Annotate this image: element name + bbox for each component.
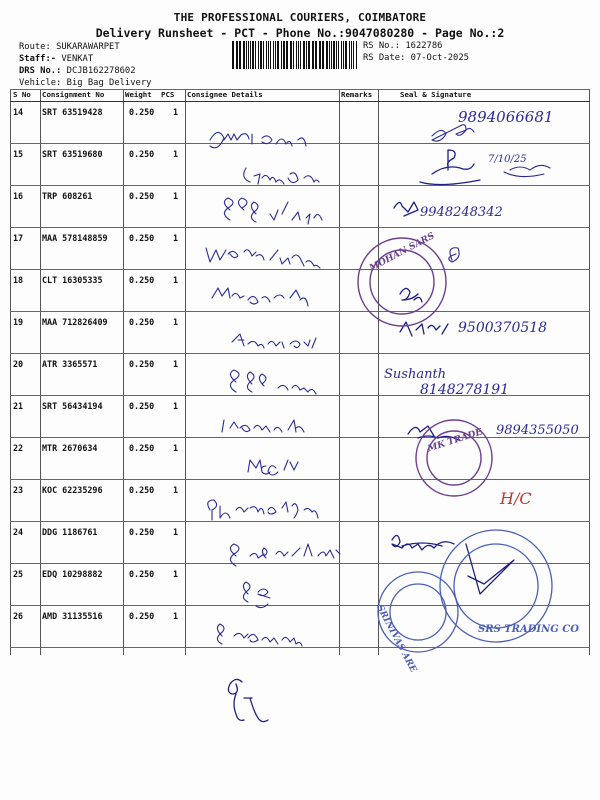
col-header-seal: Seal & Signature [400,90,472,99]
rs-no-value: 1622786 [405,41,443,51]
barcode-bar [291,41,292,69]
rs-date-line [363,53,469,63]
cell-sno: 23 [13,485,24,495]
barcode-bar [275,41,277,69]
cell-sno: 17 [13,233,24,243]
cell-sno: 19 [13,317,24,327]
barcode-bar [277,41,279,69]
cell-sno: 20 [13,359,24,369]
cell-consignment: SRT 56434194 [42,401,103,411]
cell-sno: 18 [13,275,24,285]
staff-value: VENKAT [61,54,94,64]
column-rule [185,89,186,655]
row-rule [10,395,590,396]
staff-label: Staff:- [19,54,57,64]
remark-23: H/C [500,489,532,508]
cell-consignment: ATR 3365571 [42,359,98,369]
row-rule [10,227,590,228]
barcode-bar [341,41,343,69]
cell-weight: 0.250 [129,569,155,579]
row-rule [10,269,590,270]
column-rule [123,89,124,655]
row-rule [10,311,590,312]
cell-sno: 22 [13,443,24,453]
barcode-bar [239,41,241,69]
col-header-sno: S No [13,90,31,99]
barcode-bar [329,41,330,69]
route-line [19,42,120,52]
rs-date-value: 07-Oct-2025 [410,53,469,63]
barcode-bar [270,41,271,69]
cell-consignment: MAA 578148859 [42,233,108,243]
barcode-bar [255,41,257,69]
drs-value: DCJB162278602 [66,66,136,76]
cell-weight: 0.250 [129,611,155,621]
barcode-bar [331,41,332,69]
barcode-bar [353,41,355,69]
barcode-bar [243,41,245,69]
row-rule [10,353,590,354]
cell-consignment: TRP 608261 [42,191,93,201]
barcode-bar [312,41,313,69]
cell-pcs: 1 [173,485,179,495]
cell-sno: 24 [13,527,24,537]
cell-pcs: 1 [173,401,179,411]
cell-sno: 15 [13,149,24,159]
signature [228,679,268,721]
row-rule [10,479,590,480]
cell-consignment: KOC 62235296 [42,485,103,495]
cell-consignment: MTR 2670634 [42,443,98,453]
barcode-bar [252,41,254,69]
barcode-bar [338,41,339,69]
row-rule [10,647,590,648]
col-header-remarks: Remarks [341,90,373,99]
cell-sno: 25 [13,569,24,579]
drs-line [19,66,136,76]
date-15: 7/10/25 [488,154,527,165]
barcode-bar [351,41,352,69]
barcode-bar [266,41,267,69]
col-header-weight: Weight [125,90,152,99]
barcode-bar [246,41,247,69]
rs-no-line [363,41,442,51]
cell-pcs: 1 [173,191,179,201]
cell-sno: 16 [13,191,24,201]
cell-pcs: 1 [173,317,179,327]
stamp-text: MK TRADE [426,427,484,455]
barcode-bar [343,41,344,69]
barcode-bar [345,41,347,69]
barcode [232,41,358,69]
phone-number-16: 9948248342 [420,205,503,220]
cell-consignment: SRT 63519680 [42,149,103,159]
drs-label: DRS No.: [19,66,62,76]
barcode-bar [303,41,305,69]
cell-weight: 0.250 [129,485,155,495]
row-rule [10,605,590,606]
runsheet-title: Delivery Runsheet - PCT - Phone No.:9047080280 - Page No.:2 [95,26,505,40]
column-rule [378,89,379,655]
cell-sno: 21 [13,401,24,411]
barcode-bar [268,41,270,69]
cell-consignment: CLT 16305335 [42,275,103,285]
barcode-bar [296,41,298,69]
column-rule [339,89,340,655]
row-rule [10,521,590,522]
barcode-bar [237,41,238,69]
cell-weight: 0.250 [129,275,155,285]
row-rule [10,563,590,564]
cell-pcs: 1 [173,359,179,369]
barcode-bar [250,41,251,69]
barcode-bar [293,41,294,69]
cell-weight: 0.250 [129,401,155,411]
barcode-bar [313,41,314,69]
barcode-bar [286,41,288,69]
cell-pcs: 1 [173,275,179,285]
phone-number-21: 9894355050 [496,423,579,438]
barcode-bar [306,41,307,69]
barcode-bar [300,41,301,69]
col-header-consignment: Consignment No [42,90,105,99]
barcode-bar [232,41,234,69]
cell-pcs: 1 [173,149,179,159]
phone-number-20: 8148278191 [420,382,510,398]
cell-weight: 0.250 [129,191,155,201]
cell-consignment: AMD 31135516 [42,611,103,621]
cell-consignment: SRT 63519428 [42,107,103,117]
barcode-bar [320,41,321,69]
cell-weight: 0.250 [129,527,155,537]
barcode-bar [336,41,337,69]
row-rule [10,185,590,186]
rs-date-label: RS Date: [363,53,406,63]
barcode-bar [258,41,259,69]
row-rule [10,143,590,144]
cell-pcs: 1 [173,443,179,453]
barcode-bar [326,41,328,69]
phone-number-14: 9894066681 [458,108,554,126]
barcode-bar [349,41,350,69]
stamp-text: SRINIVAS ARE [374,603,419,675]
cell-pcs: 1 [173,233,179,243]
col-header-pcs: PCS [161,90,175,99]
cell-weight: 0.250 [129,107,155,117]
cell-consignment: MAA 712826409 [42,317,108,327]
barcode-bar [283,41,285,69]
barcode-bar [315,41,317,69]
company-name: THE PROFESSIONAL COURIERS, COIMBATORE [173,11,427,24]
cell-consignment: EDQ 10298882 [42,569,103,579]
cell-sno: 26 [13,611,24,621]
phone-number-19: 9500370518 [458,320,548,336]
cell-weight: 0.250 [129,359,155,369]
barcode-bar [281,41,282,69]
barcode-bar [322,41,324,69]
staff-line [19,54,93,64]
cell-pcs: 1 [173,527,179,537]
cell-weight: 0.250 [129,317,155,327]
column-rule [10,89,11,655]
cell-weight: 0.250 [129,233,155,243]
rs-no-label: RS No.: [363,41,401,51]
barcode-bar [308,41,310,69]
delivery-table [10,89,590,655]
barcode-bar [319,41,320,69]
vehicle-label: Vehicle: [19,78,62,88]
cell-weight: 0.250 [129,443,155,453]
barcode-bar [298,41,299,69]
column-rule [589,89,590,655]
col-header-consignee: Consignee Details [187,90,263,99]
vehicle-line [19,78,151,88]
column-rule [40,89,41,655]
row-rule [10,437,590,438]
barcode-bar [333,41,335,69]
stamp-text: MOHAN SARS [368,231,437,274]
route-value: SUKARAWARPET [56,42,120,52]
barcode-bar [236,41,237,69]
barcode-bar [263,41,264,69]
barcode-bar [290,41,291,69]
cell-pcs: 1 [173,107,179,117]
barcode-bar [273,41,274,69]
barcode-bar [248,41,249,69]
vehicle-value: Big Bag Delivery [66,78,152,88]
route-label: Route: [19,42,51,52]
header-rule [10,101,590,102]
cell-pcs: 1 [173,611,179,621]
cell-consignment: DDG 1186761 [42,527,98,537]
barcode-bar [260,41,262,69]
barcode-bar [356,41,357,69]
cell-weight: 0.250 [129,149,155,159]
receiver-name-20: Sushanth [384,367,447,382]
cell-pcs: 1 [173,569,179,579]
cell-sno: 14 [13,107,24,117]
stamp-text: SRS TRADING CO [478,624,579,635]
